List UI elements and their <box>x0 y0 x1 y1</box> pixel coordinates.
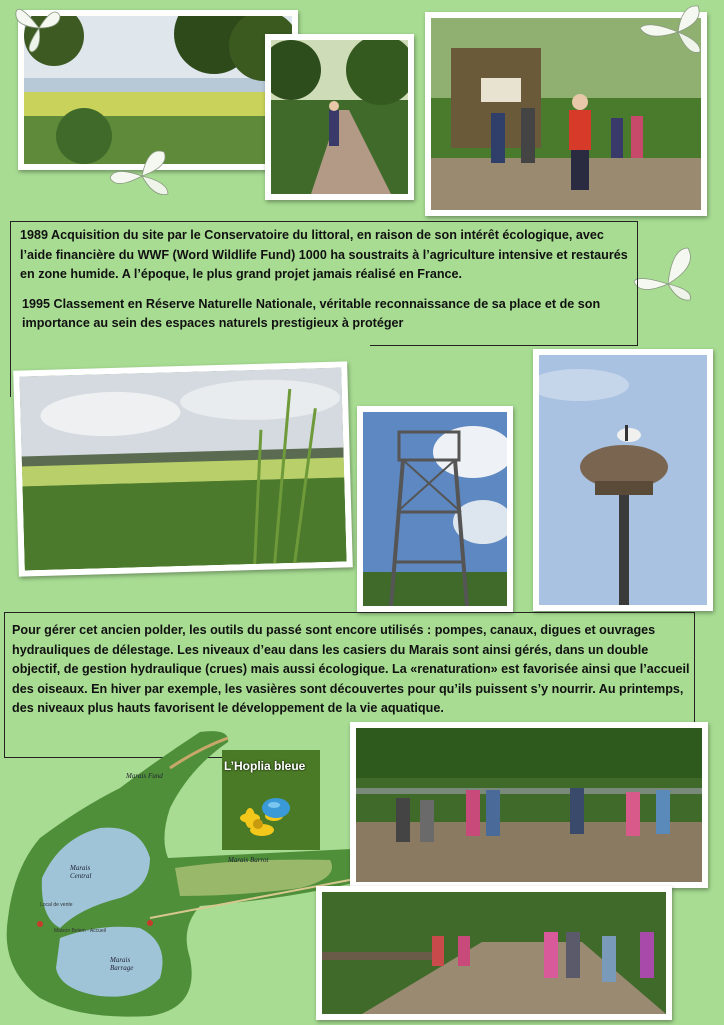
map-label-marais-barrot: Marais Barrot <box>228 856 269 864</box>
management-paragraph: Pour gérer cet ancien polder, les outils du passé sont encore utilisés : pompes, canaux, digues et ouvrages hydrauliques de délestage. Les niveaux d’eau dans les casiers du Marais sont ainsi gérés, dans un double objectif, de gestion hydraulique (crues) mais aussi écologique. La «renaturation» est favorisée ainsi que l’accueil des oiseaux. En hiver par exemple, les vasières sont découvertes pour qu’ils puissent s’y nourrir. Au printemps, des niveaux plus hauts favorisent le développement de la vie aquatique. <box>12 623 690 715</box>
photo-marsh-reeds <box>13 361 353 576</box>
photo-group-boardwalk <box>350 722 708 888</box>
frame-line <box>10 221 11 397</box>
frame-line <box>370 345 638 346</box>
photo-forest-path <box>265 34 414 200</box>
frame-line <box>4 612 695 613</box>
history-text-block <box>20 226 632 334</box>
history-paragraph-1995: 1995 Classement en Réserve Naturelle Nationale, véritable reconnaissance de sa place et de son importance au sein des espaces naturels prestigieux à protéger <box>22 296 601 330</box>
map-label-accueil: Maison Belem - Accueil <box>54 928 106 934</box>
butterfly-icon <box>108 146 174 204</box>
map-label-local-vente: Local de vente <box>40 902 73 908</box>
frame-line <box>694 612 695 730</box>
history-paragraph-1989: 1989 Acquisition du site par le Conservatoire du littoral, en raison de son intérêt écologique, avec l’aide financière du WWF (Word Wildlife Fund) 1000 ha soustraits à l’agriculture intensive et restaurés en zone humide. A l’époque, le plus grand projet jamais réalisé en France. <box>20 228 628 281</box>
frame-line <box>637 221 638 346</box>
insect-caption: L’Hoplia bleue <box>224 759 306 773</box>
butterfly-icon <box>14 2 64 54</box>
butterfly-icon <box>632 244 698 304</box>
photo-hoplia-beetle <box>222 750 320 850</box>
map-label-marais-barrage: Marais Barrage <box>110 956 134 972</box>
map-label-marais-central: Marais Central <box>70 864 92 880</box>
photo-walkers-bridge <box>316 886 672 1020</box>
map-label-marais-fund: Marais Fund <box>126 772 163 780</box>
management-text-block <box>12 621 690 719</box>
butterfly-icon <box>638 2 708 60</box>
frame-line <box>10 221 637 222</box>
photo-stork-nest <box>533 349 713 611</box>
photo-observation-tower <box>357 406 513 612</box>
